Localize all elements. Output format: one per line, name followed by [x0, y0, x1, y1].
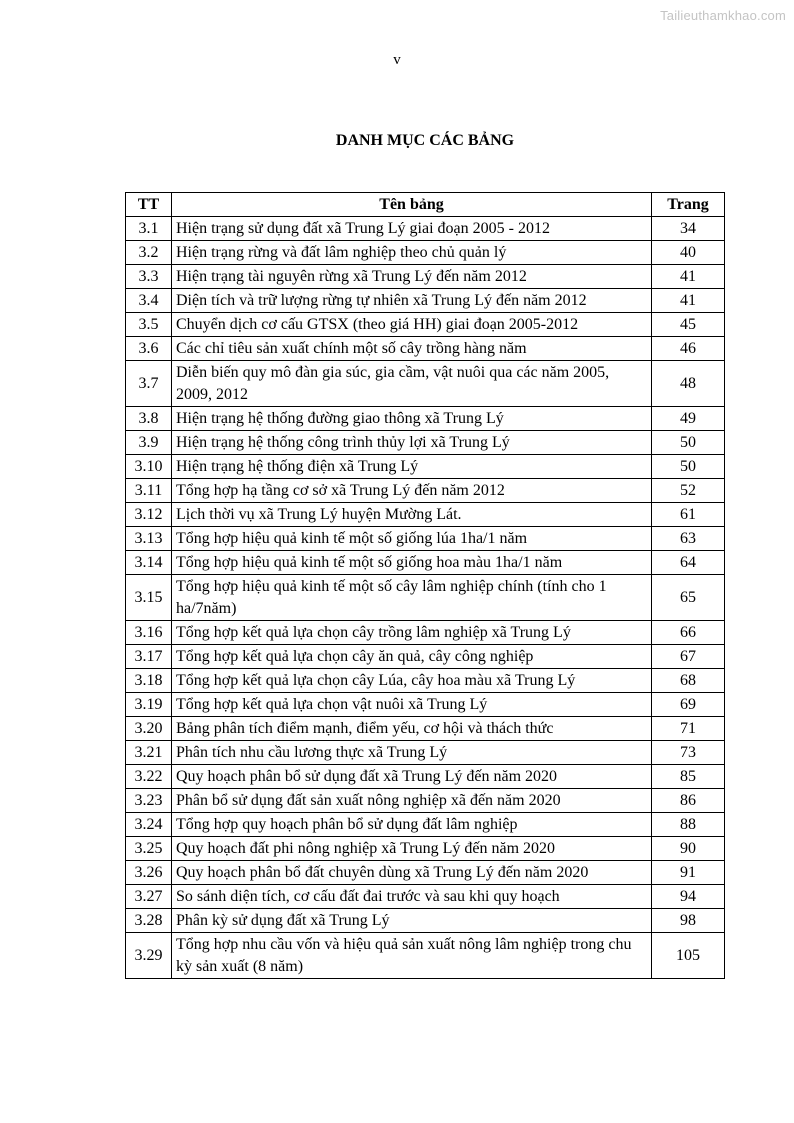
table-row	[126, 361, 725, 407]
row-number: 3.20	[126, 717, 172, 741]
page-ref: 41	[652, 265, 725, 289]
table-row	[126, 313, 725, 337]
table-title: Lịch thời vụ xã Trung Lý huyện Mường Lát.	[171, 503, 651, 527]
table-title: Phân kỳ sử dụng đất xã Trung Lý	[171, 909, 651, 933]
page-number: v	[393, 52, 401, 68]
row-number: 3.8	[126, 407, 172, 431]
row-number: 3.11	[126, 479, 172, 503]
row-number: 3.6	[126, 337, 172, 361]
table-title: Hiện trạng tài nguyên rừng xã Trung Lý đến năm 2012	[171, 265, 651, 289]
table-title: Tổng hợp quy hoạch phân bổ sử dụng đất lâm nghiệp	[171, 813, 651, 837]
table-row	[126, 431, 725, 455]
table-title: Phân tích nhu cầu lương thực xã Trung Lý	[171, 741, 651, 765]
row-number: 3.28	[126, 909, 172, 933]
table-row	[126, 479, 725, 503]
row-number: 3.15	[126, 575, 172, 621]
row-number: 3.18	[126, 669, 172, 693]
page-ref: 94	[652, 885, 725, 909]
table-title: Hiện trạng hệ thống công trình thủy lợi xã Trung Lý	[171, 431, 651, 455]
row-number: 3.17	[126, 645, 172, 669]
table-title: Tổng hợp kết quả lựa chọn vật nuôi xã Trung Lý	[171, 693, 651, 717]
table-row	[126, 669, 725, 693]
table-title: Hiện trạng rừng và đất lâm nghiệp theo chủ quản lý	[171, 241, 651, 265]
page-ref: 68	[652, 669, 725, 693]
table-header-row	[126, 193, 725, 217]
page-ref: 50	[652, 455, 725, 479]
table-title: Bảng phân tích điểm mạnh, điểm yếu, cơ hội và thách thức	[171, 717, 651, 741]
list-of-tables	[125, 192, 725, 979]
page-ref: 90	[652, 837, 725, 861]
table-title: Quy hoạch phân bổ sử dụng đất xã Trung Lý đến năm 2020	[171, 765, 651, 789]
header-tt: TT	[126, 193, 172, 217]
row-number: 3.13	[126, 527, 172, 551]
table-row	[126, 337, 725, 361]
page-ref: 41	[652, 289, 725, 313]
row-number: 3.21	[126, 741, 172, 765]
row-number: 3.26	[126, 861, 172, 885]
page-ref: 69	[652, 693, 725, 717]
row-number: 3.22	[126, 765, 172, 789]
row-number: 3.2	[126, 241, 172, 265]
page-ref: 105	[652, 933, 725, 979]
table-title: Diễn biến quy mô đàn gia súc, gia cầm, vật nuôi qua các năm 2005, 2009, 2012	[171, 361, 651, 407]
table-row	[126, 217, 725, 241]
page-ref: 88	[652, 813, 725, 837]
page-ref: 46	[652, 337, 725, 361]
page-ref: 64	[652, 551, 725, 575]
table-row	[126, 241, 725, 265]
page-ref: 85	[652, 765, 725, 789]
row-number: 3.3	[126, 265, 172, 289]
page-ref: 65	[652, 575, 725, 621]
header-table-name: Tên bảng	[171, 193, 651, 217]
row-number: 3.25	[126, 837, 172, 861]
table-row	[126, 265, 725, 289]
watermark: Tailieuthamkhao.com	[660, 8, 786, 23]
table-row	[126, 503, 725, 527]
page-ref: 73	[652, 741, 725, 765]
page-ref: 34	[652, 217, 725, 241]
table-title: Phân bổ sử dụng đất sản xuất nông nghiệp xã đến năm 2020	[171, 789, 651, 813]
table-title: Quy hoạch phân bổ đất chuyên dùng xã Trung Lý đến năm 2020	[171, 861, 651, 885]
table-title: So sánh diện tích, cơ cấu đất đai trước và sau khi quy hoạch	[171, 885, 651, 909]
table-row	[126, 717, 725, 741]
row-number: 3.1	[126, 217, 172, 241]
page-ref: 98	[652, 909, 725, 933]
header-page: Trang	[652, 193, 725, 217]
table-title: Tổng hợp kết quả lựa chọn cây Lúa, cây hoa màu xã Trung Lý	[171, 669, 651, 693]
table-title: Hiện trạng hệ thống điện xã Trung Lý	[171, 455, 651, 479]
row-number: 3.14	[126, 551, 172, 575]
page-ref: 71	[652, 717, 725, 741]
table-row	[126, 645, 725, 669]
row-number: 3.24	[126, 813, 172, 837]
page-ref: 67	[652, 645, 725, 669]
row-number: 3.5	[126, 313, 172, 337]
table-title: Tổng hợp hiệu quả kinh tế một số giống lúa 1ha/1 năm	[171, 527, 651, 551]
table-row	[126, 837, 725, 861]
table-row	[126, 789, 725, 813]
table-title: Quy hoạch đất phi nông nghiệp xã Trung Lý đến năm 2020	[171, 837, 651, 861]
table-row	[126, 407, 725, 431]
row-number: 3.7	[126, 361, 172, 407]
table-title: Hiện trạng hệ thống đường giao thông xã Trung Lý	[171, 407, 651, 431]
table-row	[126, 621, 725, 645]
page-ref: 40	[652, 241, 725, 265]
table-title: Diện tích và trữ lượng rừng tự nhiên xã Trung Lý đến năm 2012	[171, 289, 651, 313]
table-title: Tổng hợp hiệu quả kinh tế một số cây lâm nghiệp chính (tính cho 1 ha/7năm)	[171, 575, 651, 621]
table-body	[126, 217, 725, 979]
row-number: 3.9	[126, 431, 172, 455]
row-number: 3.10	[126, 455, 172, 479]
row-number: 3.23	[126, 789, 172, 813]
table-row	[126, 909, 725, 933]
page-ref: 49	[652, 407, 725, 431]
row-number: 3.16	[126, 621, 172, 645]
page-ref: 50	[652, 431, 725, 455]
row-number: 3.27	[126, 885, 172, 909]
row-number: 3.12	[126, 503, 172, 527]
table-title: Tổng hợp kết quả lựa chọn cây ăn quả, cây công nghiệp	[171, 645, 651, 669]
table-title: Các chỉ tiêu sản xuất chính một số cây trồng hàng năm	[171, 337, 651, 361]
table-row	[126, 693, 725, 717]
table-row	[126, 575, 725, 621]
table-row	[126, 813, 725, 837]
table-title: Tổng hợp hạ tầng cơ sở xã Trung Lý đến năm 2012	[171, 479, 651, 503]
table-row	[126, 289, 725, 313]
page-ref: 48	[652, 361, 725, 407]
table-row	[126, 765, 725, 789]
page-ref: 63	[652, 527, 725, 551]
table-row	[126, 527, 725, 551]
row-number: 3.19	[126, 693, 172, 717]
table-title: Tổng hợp hiệu quả kinh tế một số giống hoa màu 1ha/1 năm	[171, 551, 651, 575]
row-number: 3.29	[126, 933, 172, 979]
table-title: Tổng hợp kết quả lựa chọn cây trồng lâm nghiệp xã Trung Lý	[171, 621, 651, 645]
table-title: Hiện trạng sử dụng đất xã Trung Lý giai đoạn 2005 - 2012	[171, 217, 651, 241]
page-ref: 61	[652, 503, 725, 527]
table-row	[126, 933, 725, 979]
table-row	[126, 885, 725, 909]
table-row	[126, 455, 725, 479]
page-ref: 91	[652, 861, 725, 885]
table-row	[126, 551, 725, 575]
table-row	[126, 861, 725, 885]
page-title: DANH MỤC CÁC BẢNG	[335, 132, 515, 149]
page-ref: 52	[652, 479, 725, 503]
row-number: 3.4	[126, 289, 172, 313]
page-ref: 45	[652, 313, 725, 337]
page-ref: 66	[652, 621, 725, 645]
table-title: Chuyển dịch cơ cấu GTSX (theo giá HH) giai đoạn 2005-2012	[171, 313, 651, 337]
page-ref: 86	[652, 789, 725, 813]
table-title: Tổng hợp nhu cầu vốn và hiệu quả sản xuất nông lâm nghiệp trong chu kỳ sản xuất (8 năm)	[171, 933, 651, 979]
table-row	[126, 741, 725, 765]
